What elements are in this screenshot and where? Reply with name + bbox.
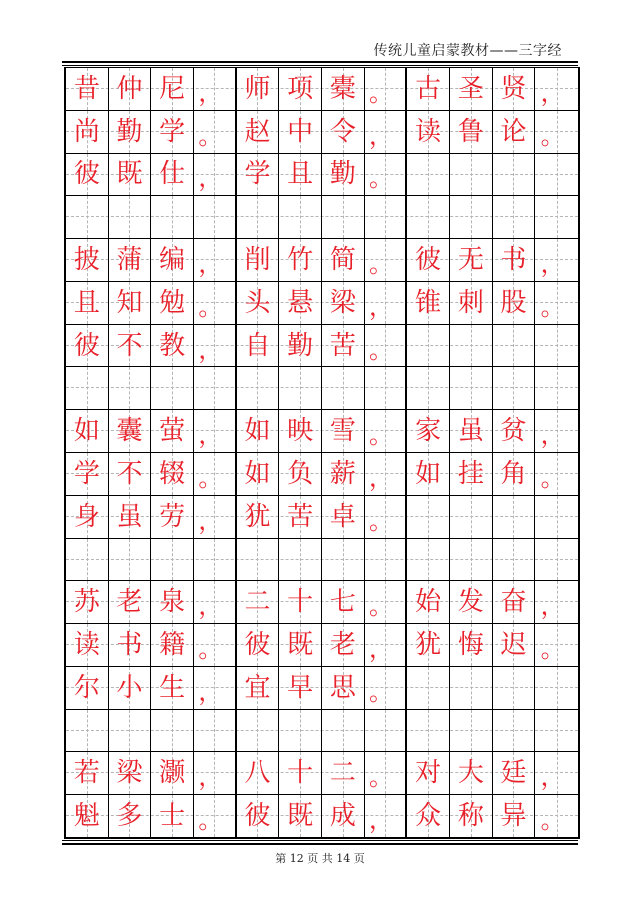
grid-cell-character — [493, 325, 536, 367]
grid-cell-character — [407, 667, 450, 709]
grid-cell-character — [493, 196, 536, 238]
grid-cell-character: 大 — [450, 752, 493, 794]
grid-cell-character: 七 — [322, 581, 365, 623]
punctuation-mark: 。 — [368, 249, 393, 278]
grid-cell-character — [279, 367, 322, 409]
grid-cell-character: 尼 — [151, 68, 194, 110]
grid-cell-character: 苏 — [66, 581, 109, 623]
grid-cell-character: 廷 — [493, 752, 536, 794]
grid-cell-character: 始 — [407, 581, 450, 623]
grid-cell-character: 对 — [407, 752, 450, 794]
punctuation-mark: ， — [368, 463, 393, 492]
document-header-title: 传统儿童启蒙教材——三字经 — [373, 43, 562, 59]
grid-cell-character: 既 — [279, 624, 322, 666]
grid-cell-punctuation — [194, 496, 237, 538]
grid-cell-character: 虽 — [450, 410, 493, 452]
grid-cell-punctuation — [535, 795, 578, 837]
grid-cell-character — [279, 710, 322, 752]
grid-cell-character: 小 — [109, 667, 152, 709]
grid-cell-punctuation — [535, 453, 578, 495]
grid-cell-punctuation — [535, 410, 578, 452]
grid-cell-punctuation — [194, 325, 237, 367]
grid-cell-character: 宜 — [237, 667, 280, 709]
footer-rule-thin — [62, 840, 578, 841]
punctuation-mark: 。 — [198, 292, 223, 321]
grid-cell-character — [365, 367, 408, 409]
punctuation-mark: ， — [368, 806, 393, 835]
grid-cell-character — [450, 154, 493, 196]
grid-cell-character: 既 — [279, 795, 322, 837]
grid-cell-character — [450, 667, 493, 709]
grid-cell-punctuation — [194, 752, 237, 794]
grid-cell-character: 早 — [279, 667, 322, 709]
grid-cell-character: 无 — [450, 239, 493, 281]
grid-row — [66, 795, 578, 838]
grid-cell-character: 既 — [109, 154, 152, 196]
grid-cell-character: 老 — [109, 581, 152, 623]
grid-row — [66, 367, 578, 410]
grid-cell-character: 锥 — [407, 282, 450, 324]
grid-row — [66, 410, 578, 453]
grid-cell-punctuation — [365, 239, 408, 281]
grid-cell-character: 发 — [450, 581, 493, 623]
grid-cell-character — [151, 367, 194, 409]
grid-cell-character: 苦 — [322, 325, 365, 367]
grid-row — [66, 624, 578, 667]
punctuation-mark: ， — [198, 763, 223, 792]
punctuation-mark: 。 — [198, 463, 223, 492]
grid-cell-character — [322, 367, 365, 409]
grid-cell-character — [535, 154, 578, 196]
grid-cell-punctuation — [194, 68, 237, 110]
grid-cell-character: 勤 — [109, 111, 152, 153]
grid-cell-character — [450, 367, 493, 409]
grid-cell-character — [279, 539, 322, 581]
grid-cell-character: 昔 — [66, 68, 109, 110]
grid-cell-character: 教 — [151, 325, 194, 367]
grid-cell-character: 魁 — [66, 795, 109, 837]
grid-cell-character — [407, 539, 450, 581]
header-rule-thin — [62, 65, 578, 66]
grid-cell-character — [450, 196, 493, 238]
grid-row — [66, 710, 578, 753]
punctuation-mark: 。 — [368, 335, 393, 364]
grid-cell-character: 简 — [322, 239, 365, 281]
grid-cell-character: 泉 — [151, 581, 194, 623]
punctuation-mark: 。 — [540, 463, 565, 492]
grid-cell-character: 刺 — [450, 282, 493, 324]
grid-row — [66, 667, 578, 710]
grid-cell-punctuation — [535, 68, 578, 110]
grid-cell-character: 士 — [151, 795, 194, 837]
grid-cell-character: 彼 — [407, 239, 450, 281]
grid-cell-character: 书 — [109, 624, 152, 666]
grid-cell-punctuation — [365, 68, 408, 110]
grid-cell-character — [407, 496, 450, 538]
grid-cell-character: 贫 — [493, 410, 536, 452]
grid-cell-character — [109, 710, 152, 752]
grid-cell-character: 仕 — [151, 154, 194, 196]
grid-cell-character: 令 — [322, 111, 365, 153]
punctuation-mark: 。 — [368, 421, 393, 450]
grid-cell-character: 挂 — [450, 453, 493, 495]
grid-cell-character: 读 — [407, 111, 450, 153]
punctuation-mark: 。 — [368, 164, 393, 193]
punctuation-mark: 。 — [540, 634, 565, 663]
grid-cell-character: 犹 — [407, 624, 450, 666]
grid-cell-punctuation — [194, 111, 237, 153]
grid-cell-character: 奋 — [493, 581, 536, 623]
grid-cell-character — [151, 196, 194, 238]
grid-cell-character: 负 — [279, 453, 322, 495]
grid-cell-character — [237, 367, 280, 409]
grid-cell-character: 古 — [407, 68, 450, 110]
grid-cell-punctuation — [365, 581, 408, 623]
grid-cell-character — [194, 367, 237, 409]
grid-cell-character: 家 — [407, 410, 450, 452]
grid-cell-character: 彼 — [66, 325, 109, 367]
grid-cell-character: 卓 — [322, 496, 365, 538]
grid-cell-character — [322, 539, 365, 581]
grid-cell-punctuation — [365, 795, 408, 837]
grid-row — [66, 325, 578, 368]
grid-cell-punctuation — [365, 154, 408, 196]
grid-cell-character — [535, 667, 578, 709]
grid-cell-character — [194, 196, 237, 238]
punctuation-mark: ， — [198, 78, 223, 107]
punctuation-mark: ， — [198, 592, 223, 621]
grid-cell-punctuation — [194, 624, 237, 666]
grid-cell-character: 且 — [279, 154, 322, 196]
grid-cell-character: 生 — [151, 667, 194, 709]
grid-cell-character: 薪 — [322, 453, 365, 495]
grid-cell-character — [450, 496, 493, 538]
grid-cell-character — [66, 196, 109, 238]
grid-cell-punctuation — [194, 581, 237, 623]
grid-cell-character: 身 — [66, 496, 109, 538]
grid-row — [66, 196, 578, 239]
grid-cell-character: 橐 — [322, 68, 365, 110]
grid-cell-character: 犹 — [237, 496, 280, 538]
grid-cell-character — [493, 367, 536, 409]
punctuation-mark: ， — [540, 592, 565, 621]
grid-cell-character — [493, 667, 536, 709]
grid-row — [66, 154, 578, 197]
grid-cell-character — [109, 196, 152, 238]
punctuation-mark: ， — [540, 249, 565, 278]
grid-cell-character: 梁 — [322, 282, 365, 324]
grid-cell-character: 众 — [407, 795, 450, 837]
grid-cell-character: 头 — [237, 282, 280, 324]
grid-cell-character — [450, 325, 493, 367]
grid-row — [66, 581, 578, 624]
grid-cell-character: 尔 — [66, 667, 109, 709]
grid-cell-character — [535, 710, 578, 752]
grid-cell-character — [493, 496, 536, 538]
grid-cell-character: 披 — [66, 239, 109, 281]
grid-cell-character: 学 — [151, 111, 194, 153]
footer-rule-thick — [62, 843, 578, 845]
grid-cell-character: 若 — [66, 752, 109, 794]
punctuation-mark: ， — [540, 421, 565, 450]
grid-row — [66, 496, 578, 539]
punctuation-mark: 。 — [368, 78, 393, 107]
grid-cell-character: 囊 — [109, 410, 152, 452]
grid-row — [66, 68, 578, 111]
punctuation-mark: 。 — [198, 634, 223, 663]
grid-cell-character: 如 — [407, 453, 450, 495]
grid-cell-character: 思 — [322, 667, 365, 709]
grid-cell-character — [66, 539, 109, 581]
punctuation-mark: 。 — [540, 121, 565, 150]
punctuation-mark: ， — [198, 421, 223, 450]
grid-cell-character: 老 — [322, 624, 365, 666]
grid-cell-character: 映 — [279, 410, 322, 452]
grid-cell-character: 蒲 — [109, 239, 152, 281]
grid-row — [66, 752, 578, 795]
grid-cell-character: 多 — [109, 795, 152, 837]
grid-cell-character — [66, 710, 109, 752]
grid-row — [66, 539, 578, 582]
grid-cell-character: 迟 — [493, 624, 536, 666]
grid-cell-character: 知 — [109, 282, 152, 324]
grid-cell-punctuation — [535, 239, 578, 281]
grid-cell-character: 且 — [66, 282, 109, 324]
grid-cell-character: 学 — [66, 453, 109, 495]
grid-cell-character: 勉 — [151, 282, 194, 324]
grid-cell-punctuation — [194, 282, 237, 324]
grid-cell-character: 股 — [493, 282, 536, 324]
grid-cell-character — [450, 539, 493, 581]
grid-cell-character: 中 — [279, 111, 322, 153]
grid-cell-character — [535, 539, 578, 581]
grid-cell-character — [109, 539, 152, 581]
punctuation-mark: ， — [198, 249, 223, 278]
grid-cell-punctuation — [535, 581, 578, 623]
grid-cell-character: 学 — [237, 154, 280, 196]
grid-cell-punctuation — [365, 453, 408, 495]
grid-cell-character: 鲁 — [450, 111, 493, 153]
grid-cell-punctuation — [535, 752, 578, 794]
grid-cell-character — [493, 539, 536, 581]
grid-row — [66, 239, 578, 282]
grid-cell-character — [66, 367, 109, 409]
grid-cell-character: 八 — [237, 752, 280, 794]
punctuation-mark: ， — [198, 335, 223, 364]
punctuation-mark: 。 — [368, 592, 393, 621]
grid-cell-character: 辍 — [151, 453, 194, 495]
grid-cell-punctuation — [365, 624, 408, 666]
grid-cell-character — [535, 367, 578, 409]
grid-row — [66, 111, 578, 154]
grid-cell-character — [151, 539, 194, 581]
grid-cell-character: 编 — [151, 239, 194, 281]
grid-cell-character: 萤 — [151, 410, 194, 452]
grid-cell-character: 勤 — [322, 154, 365, 196]
grid-cell-character — [194, 539, 237, 581]
grid-cell-character: 二 — [322, 752, 365, 794]
grid-cell-character: 悔 — [450, 624, 493, 666]
grid-cell-punctuation — [535, 282, 578, 324]
grid-cell-character — [365, 710, 408, 752]
grid-cell-character: 彼 — [237, 795, 280, 837]
grid-cell-character — [237, 710, 280, 752]
grid-cell-character: 如 — [66, 410, 109, 452]
grid-cell-character: 异 — [493, 795, 536, 837]
grid-cell-character: 项 — [279, 68, 322, 110]
page-number: 第 12 页 共 14 页 — [275, 852, 365, 865]
grid-cell-character — [407, 710, 450, 752]
grid-cell-punctuation — [194, 667, 237, 709]
grid-cell-character: 称 — [450, 795, 493, 837]
grid-cell-character — [109, 367, 152, 409]
grid-cell-character: 虽 — [109, 496, 152, 538]
grid-cell-character: 梁 — [109, 752, 152, 794]
grid-cell-character: 不 — [109, 325, 152, 367]
grid-row — [66, 282, 578, 325]
punctuation-mark: 。 — [368, 506, 393, 535]
grid-cell-character: 成 — [322, 795, 365, 837]
grid-cell-character: 灏 — [151, 752, 194, 794]
punctuation-mark: 。 — [198, 121, 223, 150]
grid-cell-character — [151, 710, 194, 752]
grid-cell-character — [407, 325, 450, 367]
grid-cell-character — [407, 196, 450, 238]
punctuation-mark: 。 — [540, 292, 565, 321]
grid-cell-character: 雪 — [322, 410, 365, 452]
grid-cell-character — [407, 154, 450, 196]
grid-cell-punctuation — [365, 325, 408, 367]
grid-cell-punctuation — [194, 795, 237, 837]
grid-cell-character: 彼 — [66, 154, 109, 196]
grid-cell-character: 悬 — [279, 282, 322, 324]
grid-cell-character — [365, 196, 408, 238]
grid-cell-character: 劳 — [151, 496, 194, 538]
punctuation-mark: 。 — [368, 677, 393, 706]
grid-cell-character: 贤 — [493, 68, 536, 110]
grid-cell-character — [322, 710, 365, 752]
punctuation-mark: 。 — [368, 763, 393, 792]
grid-row — [66, 453, 578, 496]
grid-cell-punctuation — [194, 410, 237, 452]
grid-cell-punctuation — [365, 496, 408, 538]
grid-cell-character: 不 — [109, 453, 152, 495]
punctuation-mark: ， — [368, 634, 393, 663]
grid-cell-character — [237, 539, 280, 581]
grid-cell-character: 籍 — [151, 624, 194, 666]
grid-cell-character: 勤 — [279, 325, 322, 367]
grid-cell-punctuation — [194, 154, 237, 196]
grid-cell-punctuation — [535, 111, 578, 153]
practice-grid — [64, 67, 580, 839]
grid-cell-character: 圣 — [450, 68, 493, 110]
grid-cell-punctuation — [365, 752, 408, 794]
punctuation-mark: 。 — [540, 806, 565, 835]
grid-cell-character: 仲 — [109, 68, 152, 110]
grid-cell-character: 书 — [493, 239, 536, 281]
grid-cell-punctuation — [365, 410, 408, 452]
grid-cell-character: 削 — [237, 239, 280, 281]
grid-cell-character — [535, 196, 578, 238]
grid-cell-character: 自 — [237, 325, 280, 367]
grid-cell-character — [450, 710, 493, 752]
grid-cell-character: 十 — [279, 752, 322, 794]
grid-cell-character: 论 — [493, 111, 536, 153]
punctuation-mark: ， — [368, 292, 393, 321]
grid-cell-punctuation — [194, 239, 237, 281]
grid-cell-character — [493, 154, 536, 196]
grid-cell-character — [493, 710, 536, 752]
punctuation-mark: ， — [198, 164, 223, 193]
punctuation-mark: ， — [540, 78, 565, 107]
grid-cell-character: 如 — [237, 453, 280, 495]
grid-cell-character: 角 — [493, 453, 536, 495]
punctuation-mark: ， — [198, 506, 223, 535]
grid-cell-character: 赵 — [237, 111, 280, 153]
punctuation-mark: 。 — [198, 806, 223, 835]
grid-cell-character: 二 — [237, 581, 280, 623]
grid-cell-character: 师 — [237, 68, 280, 110]
grid-cell-character — [194, 710, 237, 752]
grid-cell-punctuation — [535, 624, 578, 666]
grid-cell-character: 竹 — [279, 239, 322, 281]
grid-cell-character — [365, 539, 408, 581]
grid-cell-character — [535, 325, 578, 367]
grid-cell-punctuation — [194, 453, 237, 495]
punctuation-mark: ， — [368, 121, 393, 150]
grid-cell-character — [535, 496, 578, 538]
grid-cell-character — [407, 367, 450, 409]
grid-cell-character: 如 — [237, 410, 280, 452]
header-rule-thick — [62, 61, 578, 63]
grid-cell-character: 彼 — [237, 624, 280, 666]
grid-cell-character: 十 — [279, 581, 322, 623]
grid-cell-punctuation — [365, 667, 408, 709]
punctuation-mark: ， — [198, 677, 223, 706]
grid-cell-character: 尚 — [66, 111, 109, 153]
grid-cell-character: 苦 — [279, 496, 322, 538]
grid-cell-punctuation — [365, 111, 408, 153]
grid-cell-character — [279, 196, 322, 238]
grid-cell-punctuation — [365, 282, 408, 324]
grid-cell-character — [237, 196, 280, 238]
grid-cell-character: 读 — [66, 624, 109, 666]
punctuation-mark: ， — [540, 763, 565, 792]
grid-cell-character — [322, 196, 365, 238]
